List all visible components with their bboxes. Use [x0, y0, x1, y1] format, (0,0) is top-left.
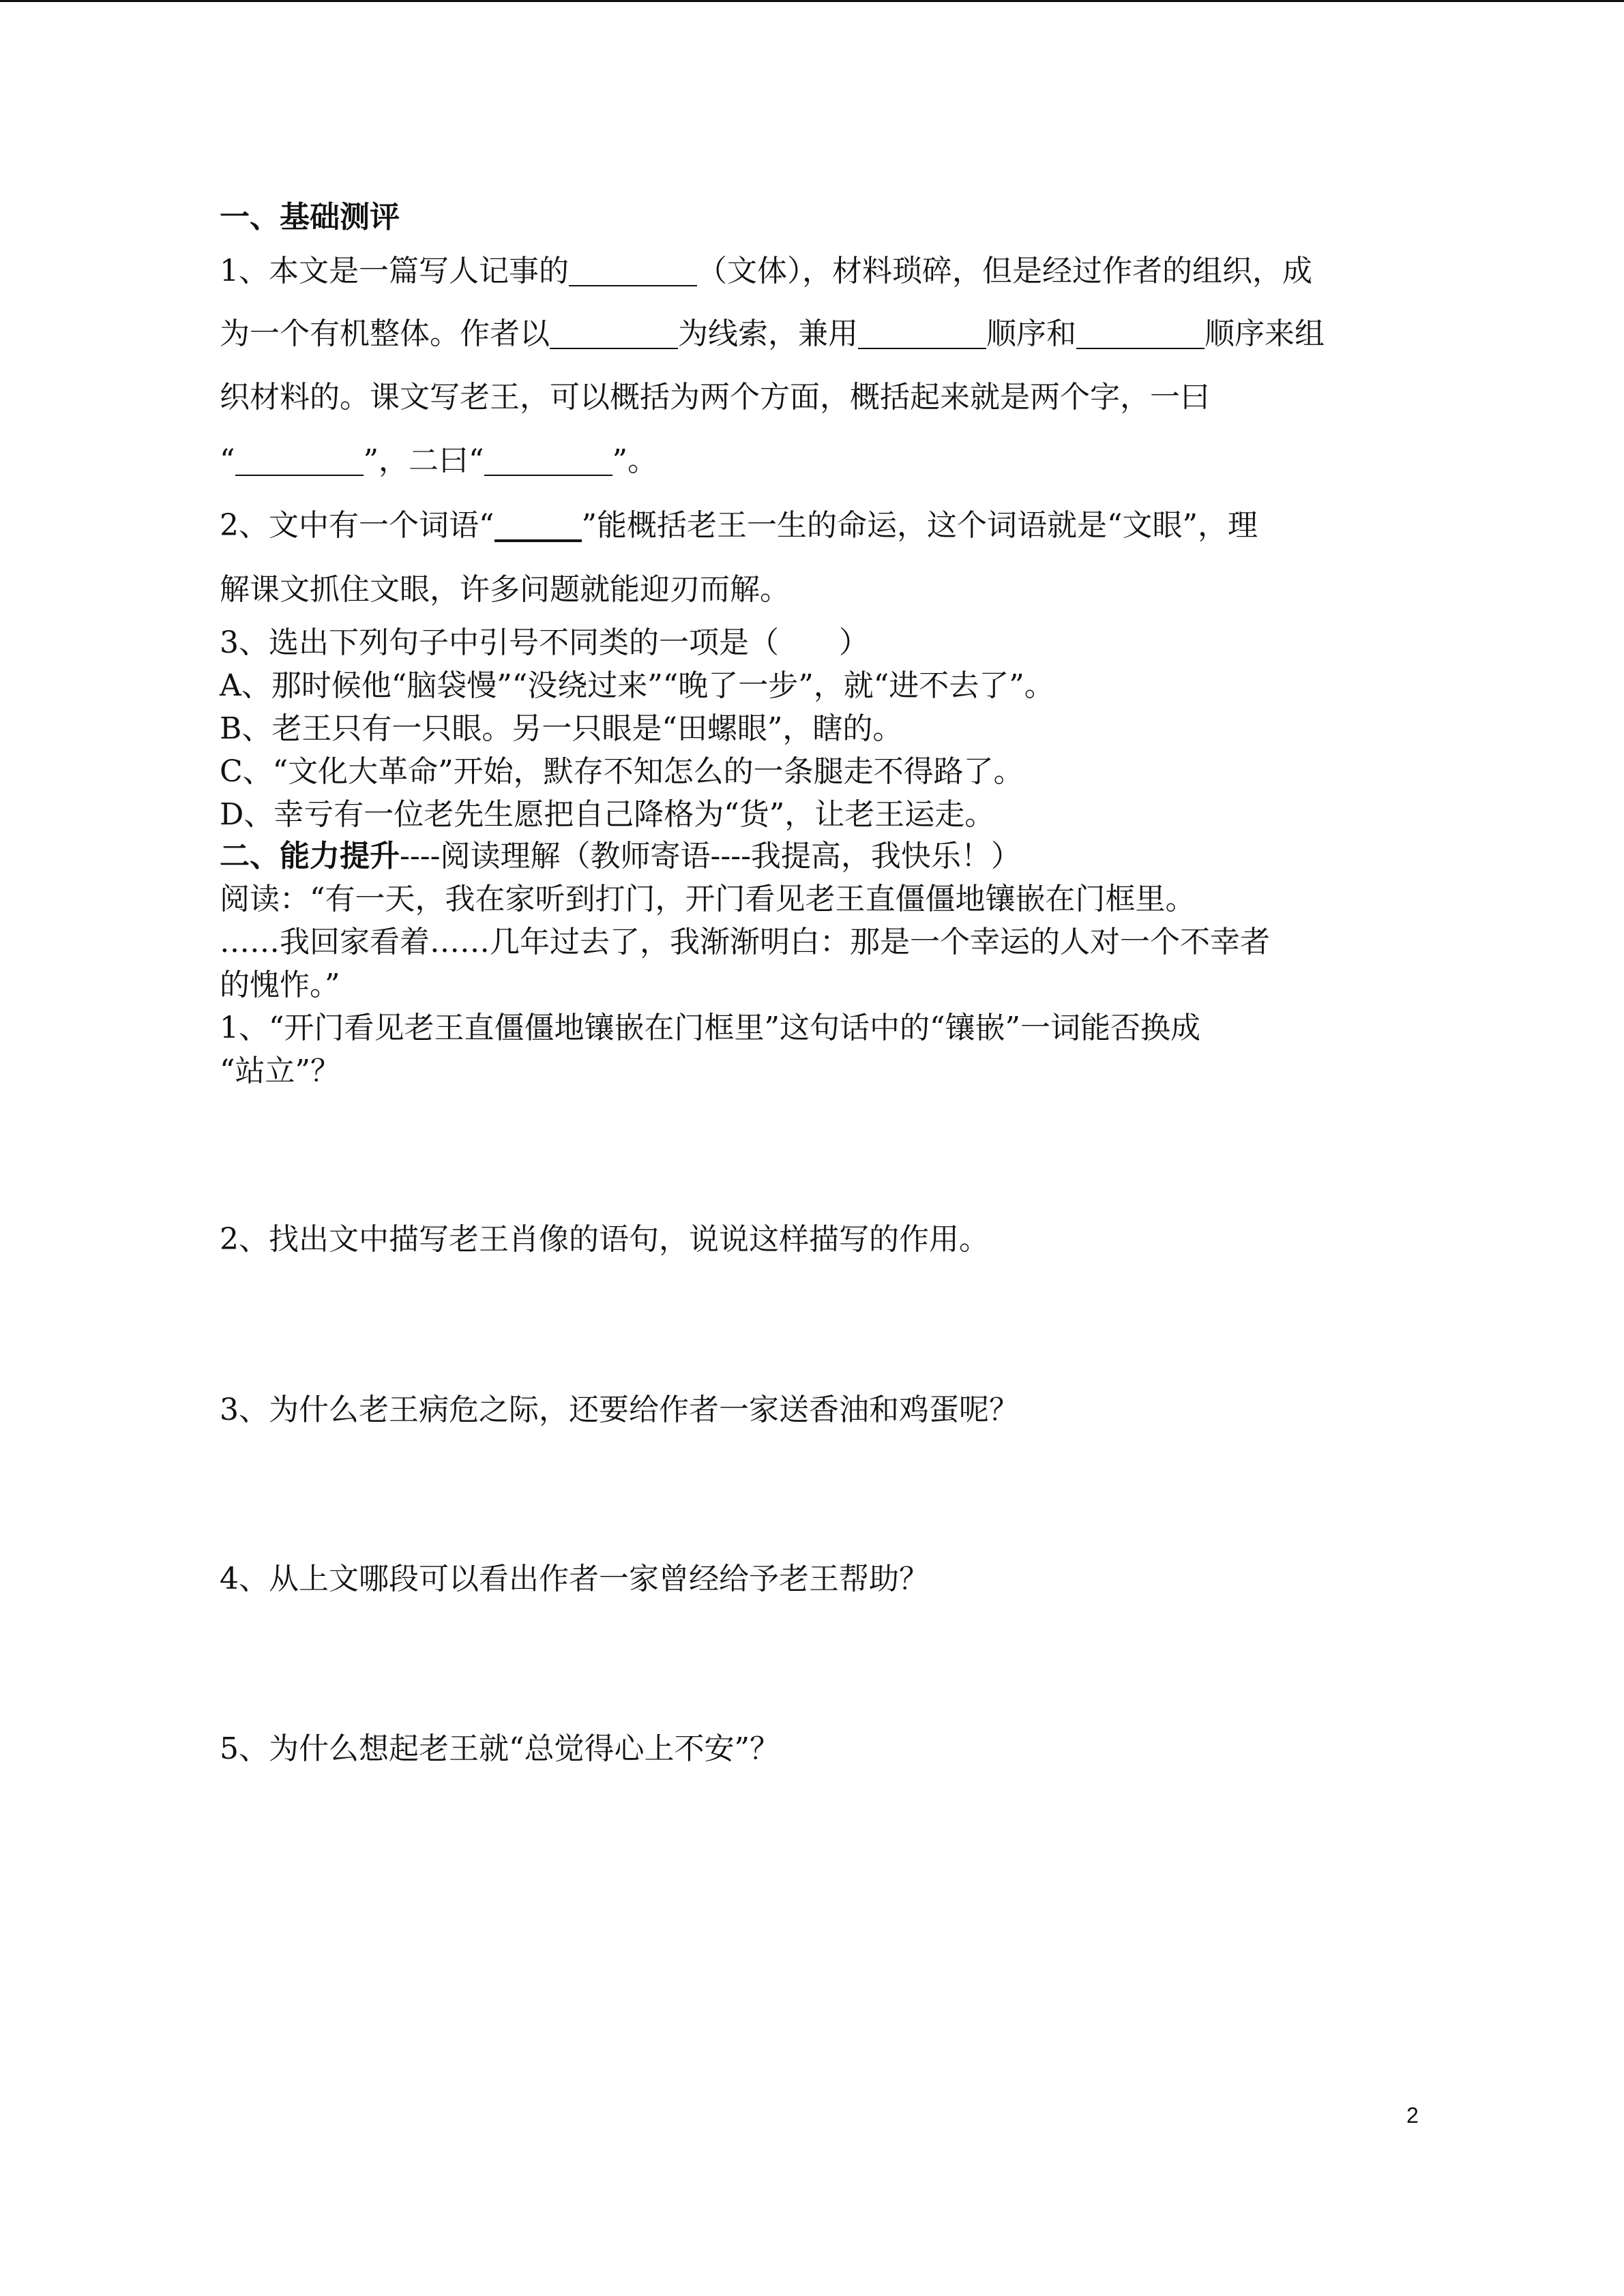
s1-q3-option-d: D、幸亏有一位老先生愿把自己降格为“货”，让老王运走。	[220, 797, 995, 832]
blank-genre[interactable]	[569, 258, 697, 286]
s1-q1-line1	[220, 252, 1312, 290]
s1-q3-option-a: A、那时候他“脑袋慢”“没绕过来”“晚了一步”，就“进不去了”。	[220, 668, 1054, 703]
section1-heading: 一、基础测评	[220, 200, 400, 235]
passage-line: 阅读：“有一天，我在家听到打门，开门看见老王直僵僵地镶嵌在门框里。	[220, 882, 1196, 916]
s1-q1-text: ”，二曰“	[363, 443, 484, 478]
s1-q1-text: （文体），材料琐碎，但是经过作者的组织，成	[697, 254, 1312, 288]
blank-word-2[interactable]	[484, 447, 612, 476]
blank-key-word[interactable]	[494, 512, 582, 542]
s1-q1-text: ”。	[612, 443, 658, 478]
page-number: 2	[1406, 2103, 1419, 2128]
section2-heading-bold: 二、能力提升	[220, 839, 400, 874]
s1-q1-line2	[220, 315, 1325, 353]
s1-q2-line2: 解课文抓住文眼，许多问题就能迎刃而解。	[220, 572, 790, 607]
s1-q2-text: ”能概括老王一生的命运，这个词语就是“文眼”，理	[581, 508, 1258, 543]
s1-q2-text: 2、文中有一个词语“	[220, 508, 494, 543]
s2-q5: 5、为什么想起老王就“总觉得心上不安”？	[220, 1731, 780, 1766]
blank-order-1[interactable]	[858, 320, 986, 349]
s1-q1-text: 顺序和	[986, 316, 1076, 351]
s2-q3: 3、为什么老王病危之际，还要给作者一家送香油和鸡蛋呢？	[220, 1392, 1019, 1427]
s2-q1-line2: “站立”？	[220, 1054, 340, 1088]
passage-line: 的愧怍。”	[220, 968, 340, 1002]
s1-q1-line3: 织材料的。课文写老王，可以概括为两个方面，概括起来就是两个字，一曰	[220, 380, 1210, 415]
s1-q3-option-b: B、老王只有一只眼。另一只眼是“田螺眼”，瞎的。	[220, 711, 903, 746]
blank-order-2[interactable]	[1076, 320, 1205, 349]
s1-q3-option-c: C、“文化大革命”开始，默存不知怎么的一条腿走不得路了。	[220, 754, 1024, 789]
passage-line: ……我回家看着……几年过去了，我渐渐明白：那是一个幸运的人对一个不幸者	[220, 925, 1270, 959]
page-top-border	[0, 0, 1624, 2]
section2-heading-rest: ----阅读理解（教师寄语----我提高，我快乐！）	[400, 839, 1021, 874]
s2-q1-line1: 1、“开门看见老王直僵僵地镶嵌在门框里”这句话中的“镶嵌”一词能否换成	[220, 1011, 1200, 1045]
s1-q1-text: 顺序来组	[1205, 316, 1325, 351]
s1-q1-line4	[220, 442, 658, 480]
blank-clue[interactable]	[550, 320, 678, 349]
s1-q2-line1	[220, 507, 1258, 545]
s1-q1-text: 为线索，兼用	[678, 316, 858, 351]
section2-heading	[220, 837, 1021, 876]
s1-q1-text: “	[220, 443, 235, 478]
blank-word-1[interactable]	[235, 447, 364, 476]
s2-q2: 2、找出文中描写老王肖像的语句，说说这样描写的作用。	[220, 1222, 989, 1257]
s2-q4: 4、从上文哪段可以看出作者一家曾经给予老王帮助？	[220, 1562, 929, 1596]
s1-q1-text: 为一个有机整体。作者以	[220, 316, 550, 351]
s1-q3-stem: 3、选出下列句子中引号不同类的一项是（ ）	[220, 625, 869, 660]
s1-q1-text: 1、本文是一篇写人记事的	[220, 254, 569, 288]
